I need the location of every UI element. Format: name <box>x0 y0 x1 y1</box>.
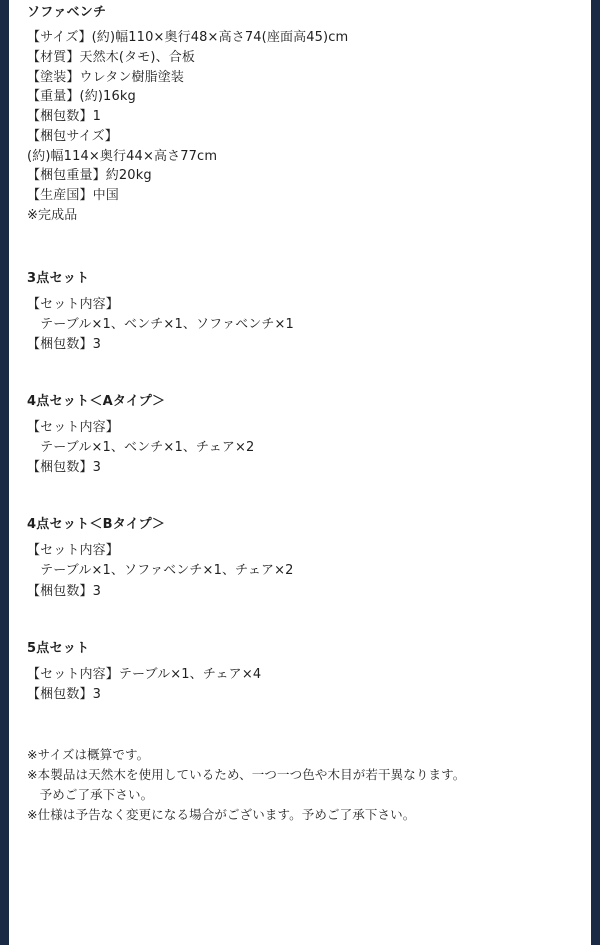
set-title: 3点セット <box>27 270 90 286</box>
sofa-bench-spec-line: 【生産国】中国 <box>27 188 119 203</box>
sofa-bench-spec-block <box>27 6 573 226</box>
note-line: ※本製品は天然木を使用しているため、一つ一つ色や木目が若干異なります。 <box>27 767 466 783</box>
set-title: 4点セット＜Bタイプ＞ <box>27 517 166 533</box>
set-block-4-piece-b <box>27 518 573 601</box>
set-block-3-piece <box>27 272 573 355</box>
set-line: 【梱包数】3 <box>27 460 102 476</box>
note-line: ※仕様は予告なく変更になる場合がございます。予めご了承下さい。 <box>27 807 416 823</box>
sofa-bench-spec-line: 【梱包サイズ】 <box>27 128 118 144</box>
sofa-bench-title: ソファベンチ <box>27 5 107 20</box>
set-line: 【セット内容】テーブル×1、チェア×4 <box>27 666 262 682</box>
set-line: 【梱包数】3 <box>27 583 102 599</box>
set-line: 【セット内容】 <box>27 543 119 559</box>
spec-content <box>9 0 591 825</box>
sofa-bench-spec-line: ※完成品 <box>27 207 78 223</box>
sofa-bench-spec-line: 【サイズ】(約)幅110×奥行48×高さ74(座面高45)cm <box>27 30 349 45</box>
note-line: ※サイズは概算です。 <box>27 747 150 763</box>
sofa-bench-spec-line: 【梱包数】1 <box>27 109 102 124</box>
set-line: 【梱包数】3 <box>27 686 102 702</box>
set-title: 5点セット <box>27 640 90 656</box>
sofa-bench-spec-line: 【梱包重量】約20kg <box>27 168 152 184</box>
sofa-bench-spec-line: (約)幅114×奥行44×高さ77cm <box>27 148 218 164</box>
set-block-4-piece-a <box>27 395 573 478</box>
disclaimer-notes <box>27 745 573 825</box>
sofa-bench-spec-line: 【塗装】ウレタン樹脂塗装 <box>27 69 185 85</box>
set-line: テーブル×1、ベンチ×1、チェア×2 <box>27 440 255 456</box>
sofa-bench-spec-line: 【重量】(約)16kg <box>27 89 136 105</box>
set-line: テーブル×1、ベンチ×1、ソファベンチ×1 <box>27 316 294 332</box>
set-line: 【セット内容】 <box>27 419 119 435</box>
set-title: 4点セット＜Aタイプ＞ <box>27 393 166 409</box>
set-line: 【梱包数】3 <box>27 336 102 352</box>
set-block-5-piece <box>27 642 573 705</box>
set-line: 【セット内容】 <box>27 296 119 312</box>
note-line: 予めご了承下さい。 <box>27 787 154 803</box>
set-line: テーブル×1、ソファベンチ×1、チェア×2 <box>27 563 294 579</box>
sofa-bench-spec-line: 【材質】天然木(タモ)、合板 <box>27 49 195 65</box>
